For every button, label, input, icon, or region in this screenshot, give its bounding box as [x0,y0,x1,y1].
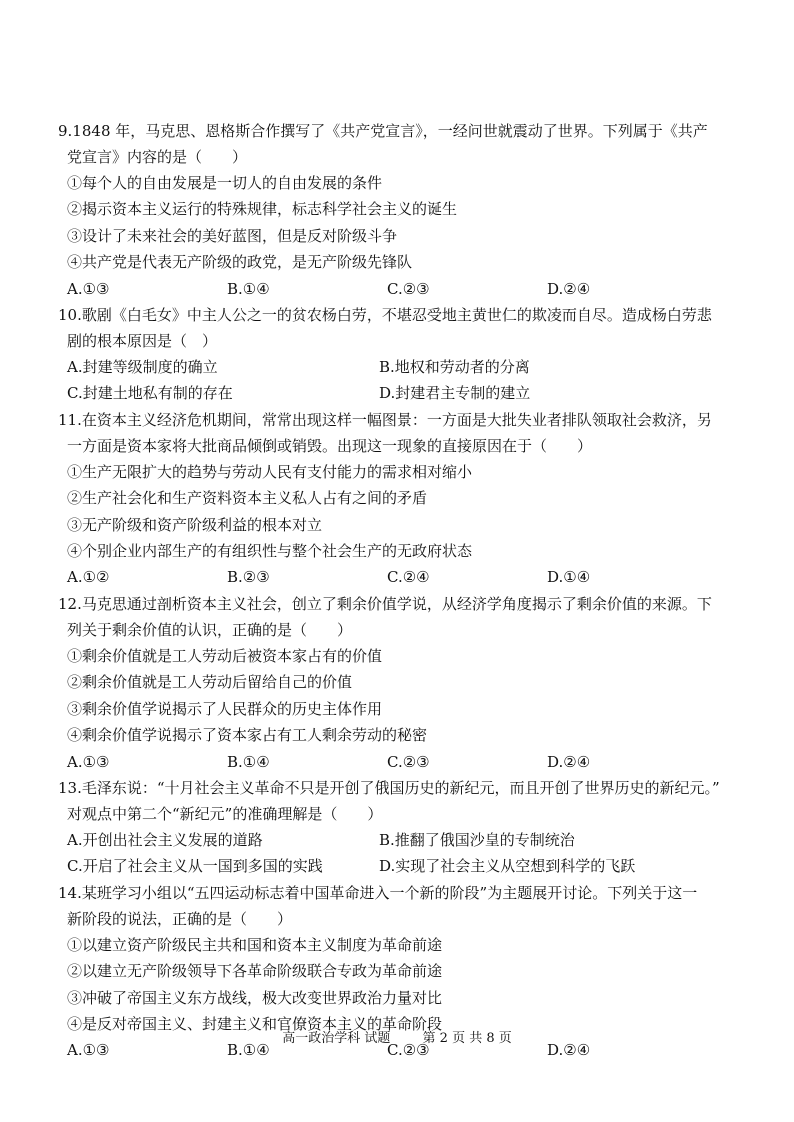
statement-item: ①以建立资产阶级民主共和国和资本主义制度为革命前途 [67,935,443,954]
choice-a: A.①③ [67,279,110,298]
answer-choices [58,853,748,879]
statement-item: ④是反对帝国主义、封建主义和官僚资本主义的革命阶段 [67,1014,443,1033]
question-stem-line: 对观点中第二个“新纪元”的准确理解是（ ） [67,804,383,823]
choice-a: A.①③ [67,752,110,771]
choice-a: A.①③ [67,1041,110,1060]
page-footer [0,1030,794,1048]
question-stem-line: 10.歌剧《白毛女》中主人公之一的贫农杨白劳，不堪忍受地主黄世仁的欺凌而自尽。造成杨白劳悲 [58,306,712,325]
question-stem-line: 9.1848 年，马克思、恩格斯合作撰写了《共产党宣言》，一经问世就震动了世界。下列属于《共产 [58,122,708,140]
statement-item: ①剩余价值就是工人劳动后被资本家占有的价值 [67,646,383,665]
statement-item: ③设计了未来社会的美好蓝图，但是反对阶级斗争 [67,226,398,245]
footer-subject: 高一政治学科 试题 [282,1031,391,1046]
question-13 [58,775,748,880]
question-stem-line: 新阶段的说法，正确的是（ ） [67,909,293,928]
question-12 [58,591,748,775]
choice-a: A.封建等级制度的确立 [67,358,218,377]
question-stem-line: 党宣言》内容的是（ ） [67,148,248,166]
statement-item: ④个别企业内部生产的有组织性与整个社会生产的无政府状态 [67,542,473,561]
choice-d: D.②④ [547,279,591,298]
choice-d: D.②④ [547,752,591,771]
choice-a: A.①② [67,568,110,587]
choice-b: B.推翻了俄国沙皇的专制统治 [379,830,575,849]
statement-item: ④共产党是代表无产阶级的政党，是无产阶级先锋队 [67,253,413,272]
statement-item: ④剩余价值学说揭示了资本家占有工人剩余劳动的秘密 [67,726,428,745]
choice-d: D.封建君主专制的建立 [379,384,531,403]
statement-item: ②揭示资本主义运行的特殊规律，标志科学社会主义的诞生 [67,200,458,219]
answer-choices [58,564,748,590]
statement-item: ①生产无限扩大的趋势与劳动人民有支付能力的需求相对缩小 [67,462,473,481]
choice-c: C.开启了社会主义从一国到多国的实践 [67,857,323,876]
choice-b: B.①④ [227,752,270,771]
footer-page-number: 第 2 页 共 8 页 [422,1031,512,1046]
question-10 [58,302,748,407]
answer-choices [58,749,748,775]
question-stem-line: 11.在资本主义经济危机期间，常常出现这样一幅图景：一方面是大批失业者排队领取社会救济，另 [58,410,712,429]
choice-d: D.②④ [547,1041,591,1060]
question-stem-line: 列关于剩余价值的认识，正确的是（ ） [67,620,353,639]
choice-c: C.②③ [387,279,430,298]
answer-choices [58,827,748,853]
answer-choices [58,354,748,380]
choice-d: D.①④ [547,568,591,587]
choice-c: C.②④ [387,568,430,587]
question-stem-line: 一方面是资本家将大批商品倾倒或销毁。出现这一现象的直接原因在于（ ） [67,436,593,455]
question-11 [58,407,748,591]
choice-b: B.①④ [227,1041,270,1060]
question-9 [58,118,748,302]
choice-b: B.②③ [227,568,270,587]
statement-item: ②以建立无产阶级领导下各革命阶级联合专政为革命前途 [67,962,443,981]
statement-item: ②剩余价值就是工人劳动后留给自己的价值 [67,673,353,692]
statement-item: ③无产阶级和资产阶级利益的根本对立 [67,515,323,534]
statement-item: ③剩余价值学说揭示了人民群众的历史主体作用 [67,699,383,718]
question-stem-line: 13.毛泽东说：“十月社会主义革命不只是开创了俄国历史的新纪元，而且开创了世界历史的新纪元。” [58,778,720,797]
choice-c: C.②③ [387,752,430,771]
choice-b: B.①④ [227,279,270,298]
choice-c: C.封建土地私有制的存在 [67,384,233,403]
choice-c: C.②③ [387,1041,430,1060]
question-stem-line: 14.某班学习小组以“五四运动标志着中国革命进入一个新的阶段”为主题展开讨论。下列关于这一 [58,883,698,902]
question-stem-line: 剧的根本原因是（ ） [67,332,218,351]
choice-a: A.开创出社会主义发展的道路 [67,830,263,849]
answer-choices [58,380,748,406]
choice-d: D.实现了社会主义从空想到科学的飞跃 [379,857,636,876]
question-stem-line: 12.马克思通过剖析资本主义社会，创立了剩余价值学说，从经济学角度揭示了剩余价值的来源。下 [58,594,712,613]
question-list [58,118,748,1064]
statement-item: ①每个人的自由发展是一切人的自由发展的条件 [67,174,383,192]
choice-b: B.地权和劳动者的分离 [379,358,530,377]
statement-item: ③冲破了帝国主义东方战线，极大改变世界政治力量对比 [67,988,443,1007]
answer-choices [58,276,748,302]
statement-item: ②生产社会化和生产资料资本主义私人占有之间的矛盾 [67,489,428,508]
